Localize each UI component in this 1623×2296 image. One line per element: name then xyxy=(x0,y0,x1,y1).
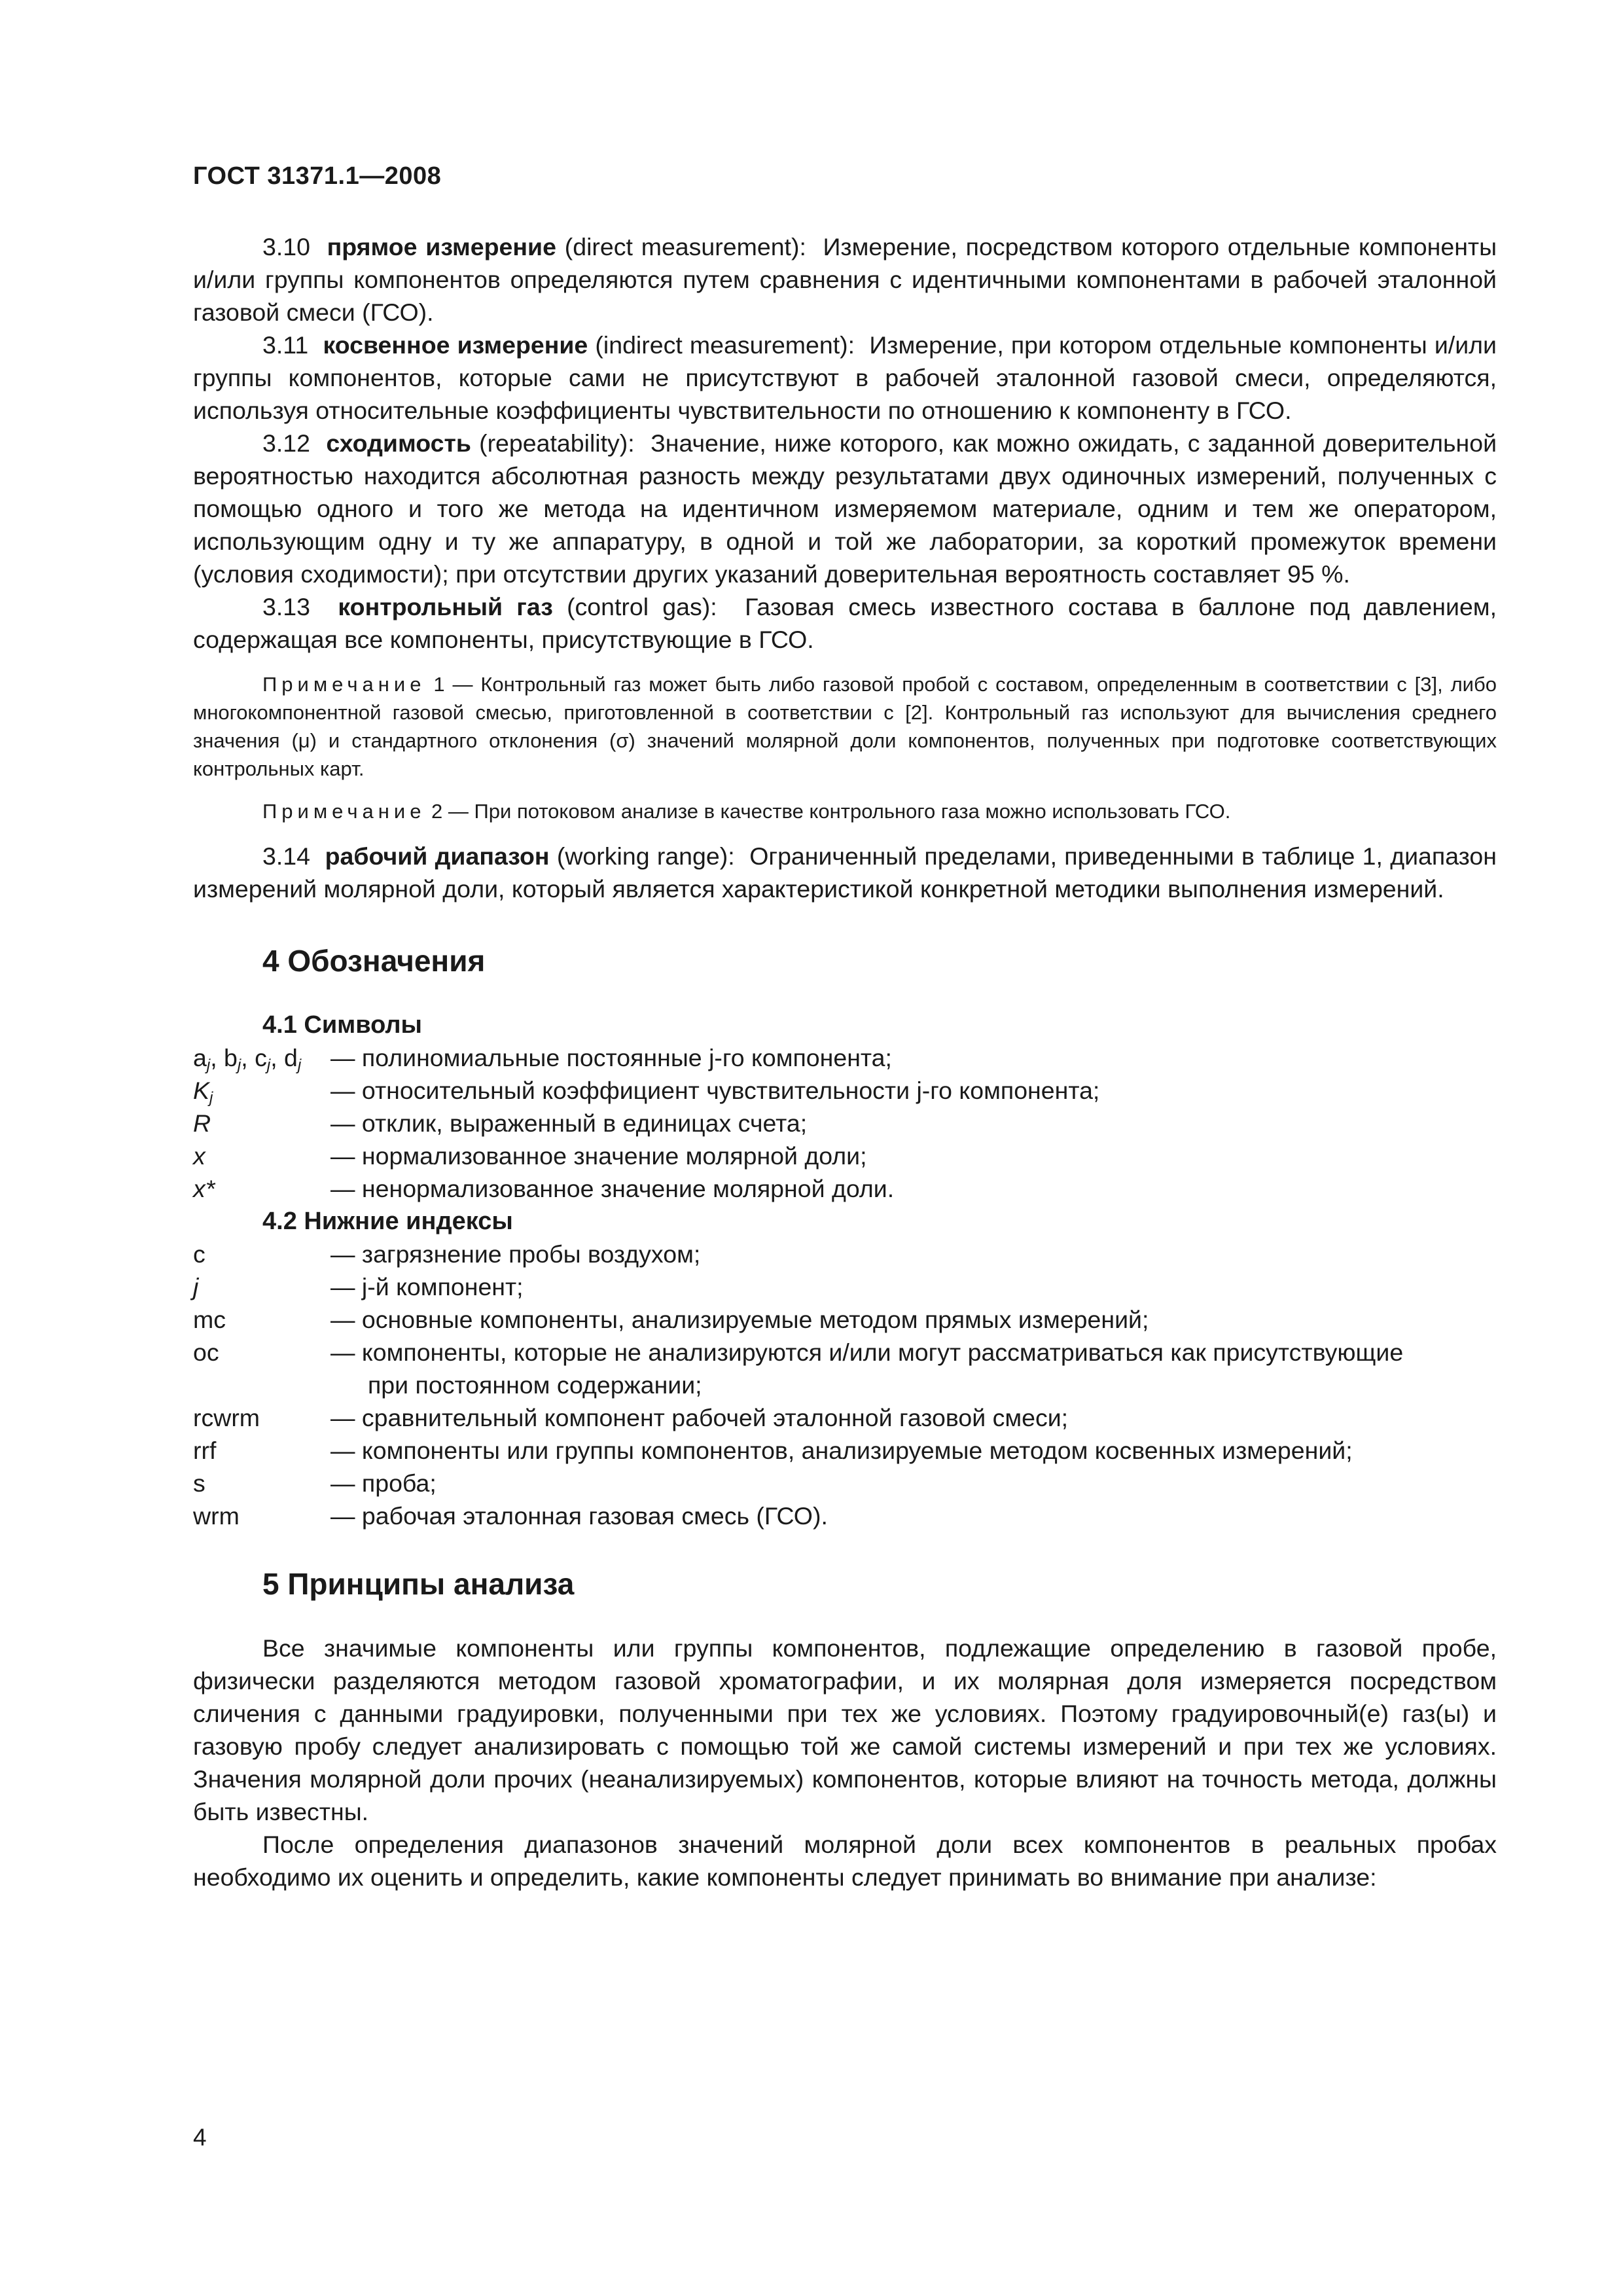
term-english: (control gas): xyxy=(567,593,717,620)
symbol: $K_j$ xyxy=(193,1077,213,1107)
symbol-description: — ненормализованное значение молярной доли. xyxy=(330,1175,895,1202)
term-english: (working range): xyxy=(556,842,735,870)
symbol-row xyxy=(193,1172,1497,1205)
index-row xyxy=(193,1336,1497,1401)
document-header: ГОСТ 31371.1—2008 xyxy=(193,162,442,190)
clause-3-13 xyxy=(193,590,1497,656)
term-english: (indirect measurement): xyxy=(595,331,855,359)
section-5-paragraph-1: Все значимые компоненты или группы компонентов, подлежащие определению в газовой пробе, физически разделяются методом газовой хроматографии, и их молярная доля измеряется посредством сличения с данными градуировки, полученными при тех же условиях. Поэтому градуировочный(е) газ(ы) и газовую пробу следует анализировать с помощью той же самой системы измерений и при тех же условиях. Значения молярной доли прочих (неанализируемых) компонентов, которые влияют на точность метода, должны быть известны. xyxy=(193,1634,1497,1825)
clause-3-10 xyxy=(193,230,1497,329)
note-2 xyxy=(193,797,1497,825)
symbol: x* xyxy=(193,1175,215,1202)
index: mc xyxy=(193,1306,226,1333)
definition: Измерение, посредством которого отдельные компоненты и/или группы компонентов определяются путем сравнения с идентичными компонентами в рабочей эталонной газовой смеси (ГСО). xyxy=(193,233,1497,326)
clause-number: 3.13 xyxy=(262,593,310,620)
symbol-description: — полиномиальные постоянные j-го компонента; xyxy=(330,1044,892,1071)
symbol-row xyxy=(193,1041,1497,1074)
definition: Газовая смесь известного состава в баллоне под давлением, содержащая все компоненты, присутствующие в ГСО. xyxy=(193,593,1497,653)
symbol: R xyxy=(193,1109,211,1137)
note-text: 1 — Контрольный газ может быть либо газовой пробой с составом, определенным в соответствии с [3], либо многокомпонентной газовой смесью, приготовленной в соответствии с [2]. Контрольный газ используют для вычисления среднего значения (μ) и стандартного отклонения (σ) значений молярной доли компонентов, полученных при подготовке соответствующих контрольных карт. xyxy=(193,673,1497,780)
term: сходимость xyxy=(326,429,471,457)
index: wrm xyxy=(193,1502,240,1530)
index: oc xyxy=(193,1338,219,1366)
symbol-row xyxy=(193,1074,1497,1107)
symbol-row xyxy=(193,1107,1497,1139)
page-content xyxy=(193,230,1497,1893)
note-label: Примечание xyxy=(262,673,426,696)
section-5-paragraph-2: После определения диапазонов значений молярной доли всех компонентов в реальных пробах необходимо их оценить и определить, какие компоненты следует принимать во внимание при анализе: xyxy=(193,1831,1497,1891)
symbols-list xyxy=(193,1041,1497,1205)
index-description: — загрязнение пробы воздухом; xyxy=(330,1240,701,1268)
page-number: 4 xyxy=(193,2124,207,2151)
index-row xyxy=(193,1270,1497,1303)
definition: Ограниченный пределами, приведенными в таблице 1, диапазон измерений молярной доли, который является характеристикой конкретной методики выполнения измерений. xyxy=(193,842,1497,903)
index: c xyxy=(193,1240,205,1268)
definition: Значение, ниже которого, как можно ожидать, с заданной доверительной вероятностью находится абсолютная разность между результатами двух одиночных измерений, полученных с помощью одного и того же метода на идентичном измеряемом материале, одним и тем же оператором, использующим одну и ту же аппаратуру, в одной и той же лаборатории, за короткий промежуток времени (условия сходимости); при отсутствии других указаний доверительная вероятность составляет 95 %. xyxy=(193,429,1497,588)
index-description: — рабочая эталонная газовая смесь (ГСО). xyxy=(330,1502,828,1530)
index-description: — сравнительный компонент рабочей эталонной газовой смеси; xyxy=(330,1404,1069,1431)
index-description: — компоненты, которые не анализируются и/или могут рассматриваться как присутствующие xyxy=(330,1338,1404,1366)
index-description: — компоненты или группы компонентов, анализируемые методом косвенных измерений; xyxy=(330,1437,1353,1464)
index-row xyxy=(193,1303,1497,1336)
symbol: $a_j$, $b_j$, $c_j$, $d_j$ xyxy=(193,1044,302,1074)
index: s xyxy=(193,1469,205,1497)
symbol-row xyxy=(193,1139,1497,1172)
symbol-description: — относительный коэффициент чувствительности j-го компонента; xyxy=(330,1077,1100,1104)
clause-number: 3.12 xyxy=(262,429,310,457)
index-description: — j-й компонент; xyxy=(330,1273,524,1300)
index-description: — основные компоненты, анализируемые методом прямых измерений; xyxy=(330,1306,1149,1333)
clause-number: 3.10 xyxy=(262,233,310,260)
index: rrf xyxy=(193,1437,217,1464)
term: рабочий диапазон xyxy=(325,842,550,870)
term: контрольный газ xyxy=(338,593,553,620)
term: прямое измерение xyxy=(327,233,556,260)
index-row xyxy=(193,1467,1497,1499)
clause-3-12 xyxy=(193,427,1497,590)
subsection-4-1-title: 4.1 Символы xyxy=(262,1011,423,1039)
symbol-description: — отклик, выраженный в единицах счета; xyxy=(330,1109,808,1137)
term-english: (direct measurement): xyxy=(564,233,806,260)
index-row xyxy=(193,1434,1497,1467)
section-5-title: 5 Принципы анализа xyxy=(262,1567,575,1601)
definition: Измерение, при котором отдельные компоненты и/или группы компонентов, которые сами не присутствуют в рабочей эталонной газовой смеси, определяются, используя относительные коэффициенты чувствительности по отношению к компоненту в ГСО. xyxy=(193,331,1497,424)
note-1 xyxy=(193,670,1497,783)
clause-number: 3.14 xyxy=(262,842,310,870)
symbol-description: — нормализованное значение молярной доли; xyxy=(330,1142,867,1170)
term-english: (repeatability): xyxy=(479,429,635,457)
indices-list xyxy=(193,1238,1497,1532)
clause-number: 3.11 xyxy=(262,331,309,359)
note-label: Примечание xyxy=(262,800,426,823)
index-description: — проба; xyxy=(330,1469,437,1497)
note-text: 2 — При потоковом анализе в качестве контрольного газа можно использовать ГСО. xyxy=(425,800,1231,823)
clause-3-11 xyxy=(193,329,1497,427)
index-description-continued: при постоянном содержании; xyxy=(368,1371,702,1399)
section-4-title: 4 Обозначения xyxy=(262,944,486,978)
term: косвенное измерение xyxy=(323,331,588,359)
clause-3-14 xyxy=(193,840,1497,905)
index-row xyxy=(193,1238,1497,1270)
symbol: x xyxy=(193,1142,205,1170)
index: rcwrm xyxy=(193,1404,260,1431)
index: j xyxy=(193,1273,199,1300)
index-row xyxy=(193,1401,1497,1434)
index-row xyxy=(193,1499,1497,1532)
subsection-4-2-title: 4.2 Нижние индексы xyxy=(262,1208,513,1235)
